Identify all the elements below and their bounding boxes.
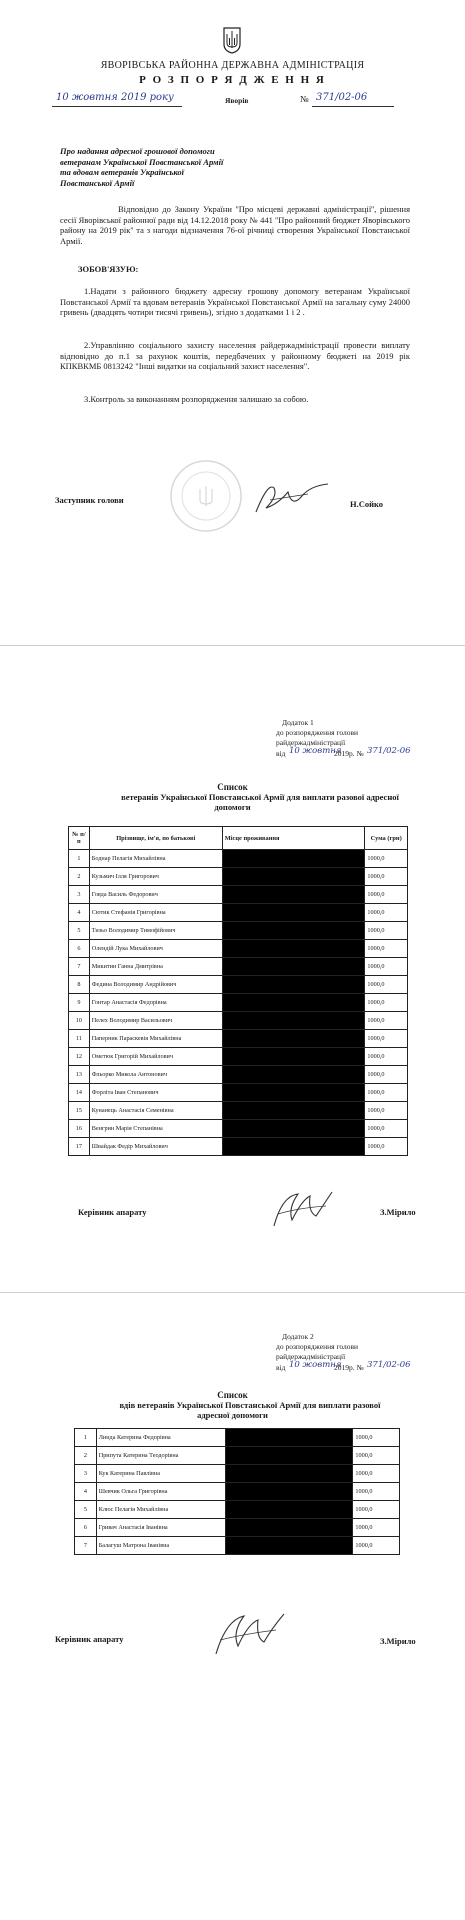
row-amount: 1000,0 xyxy=(353,1501,400,1519)
page-separator xyxy=(0,1292,465,1293)
row-number: 9 xyxy=(69,994,90,1012)
row-amount: 1000,0 xyxy=(353,1465,400,1483)
order-subject: Про надання адресної грошової допомоги ветеранам Української Повстанської Армії та вдовам ветеранів Української Повстанської Армії xyxy=(60,146,224,188)
row-number: 10 xyxy=(69,1012,90,1030)
redacted-address xyxy=(222,1030,365,1048)
col-name-header: Прізвище, ім'я, по батькові xyxy=(89,827,222,850)
redacted-address xyxy=(222,886,365,904)
redacted-address xyxy=(226,1465,353,1483)
row-full-name: Гонтар Анастасія Федорівна xyxy=(89,994,222,1012)
row-full-name: Фльорко Микола Антонович xyxy=(89,1066,222,1084)
row-amount: 1000,0 xyxy=(353,1447,400,1465)
row-full-name: Олендій Лука Михайлович xyxy=(89,940,222,958)
order-number-prefix: № xyxy=(300,94,309,104)
annex1-line3: райдержадміністрації xyxy=(276,738,346,747)
page-separator xyxy=(0,645,465,646)
order-number-underline xyxy=(312,106,394,107)
row-number: 7 xyxy=(75,1537,97,1555)
row-full-name: Клюс Пелагія Михайлівна xyxy=(96,1501,225,1519)
redacted-address xyxy=(222,1120,365,1138)
row-number: 11 xyxy=(69,1030,90,1048)
row-amount: 1000,0 xyxy=(365,1102,408,1120)
row-number: 8 xyxy=(69,976,90,994)
row-amount: 1000,0 xyxy=(365,994,408,1012)
annex2-line2: до розпорядження голови xyxy=(276,1342,359,1351)
annex2-subtitle-2: адресної допомоги xyxy=(197,1410,268,1420)
annex1-subtitle: ветеранів Української Повстанської Армії для виплати разової адресної xyxy=(121,792,399,802)
redacted-address xyxy=(226,1537,353,1555)
table-row xyxy=(75,1447,400,1465)
table-row xyxy=(69,1066,408,1084)
table-row xyxy=(69,868,408,886)
row-full-name: Припута Катерина Теодорівна xyxy=(96,1447,225,1465)
row-number: 6 xyxy=(75,1519,97,1537)
row-full-name: Сютик Стефанія Григорівна xyxy=(89,904,222,922)
row-amount: 1000,0 xyxy=(365,1138,408,1156)
row-number: 4 xyxy=(69,904,90,922)
row-full-name: Гривач Анастасія Іванівна xyxy=(96,1519,225,1537)
page-annex-2 xyxy=(0,1296,465,1920)
veterans-table xyxy=(68,826,408,1156)
table-row xyxy=(69,976,408,994)
redacted-address xyxy=(222,1084,365,1102)
annex1-signer-name: З.Мірило xyxy=(380,1207,416,1217)
row-amount: 1000,0 xyxy=(365,904,408,922)
row-amount: 1000,0 xyxy=(365,850,408,868)
table-row xyxy=(69,1138,408,1156)
row-number: 5 xyxy=(69,922,90,940)
redacted-address xyxy=(222,850,365,868)
row-full-name: Венгрин Марія Степанівна xyxy=(89,1120,222,1138)
annex1-line2: до розпорядження голови xyxy=(276,728,359,737)
row-number: 3 xyxy=(75,1465,97,1483)
row-number: 13 xyxy=(69,1066,90,1084)
col-place-header: Місце проживання xyxy=(222,827,365,850)
row-amount: 1000,0 xyxy=(365,1084,408,1102)
redacted-address xyxy=(222,958,365,976)
redacted-address xyxy=(226,1501,353,1519)
row-full-name: Линда Катерина Федорівна xyxy=(96,1429,225,1447)
table-row xyxy=(69,994,408,1012)
annex1-title: Список xyxy=(217,782,248,792)
administration-name: ЯВОРІВСЬКА РАЙОННА ДЕРЖАВНА АДМІНІСТРАЦІЯ xyxy=(100,60,365,71)
page-annex-1 xyxy=(0,648,465,1288)
redacted-address xyxy=(222,994,365,1012)
annex1-number: 371/02-06 xyxy=(367,746,411,756)
row-number: 12 xyxy=(69,1048,90,1066)
widows-table xyxy=(74,1428,400,1555)
row-full-name: Швайдак Федір Михайлович xyxy=(89,1138,222,1156)
redacted-address xyxy=(226,1429,353,1447)
row-amount: 1000,0 xyxy=(365,940,408,958)
col-number-header: № п/п xyxy=(69,827,90,850)
annex1-subtitle-2: допомоги xyxy=(214,802,251,812)
redacted-address xyxy=(222,1048,365,1066)
row-number: 3 xyxy=(69,886,90,904)
redacted-address xyxy=(226,1447,353,1465)
row-full-name: Кук Катерина Павлівна xyxy=(96,1465,225,1483)
row-amount: 1000,0 xyxy=(353,1537,400,1555)
annex1-signature-icon xyxy=(268,1186,338,1230)
table-row xyxy=(69,1084,408,1102)
redacted-address xyxy=(222,1102,365,1120)
annex2-number: 371/02-06 xyxy=(367,1360,411,1370)
page-order xyxy=(0,0,465,640)
annex2-signer-title: Керівник апарату xyxy=(55,1634,124,1644)
annex2-signer-name: З.Мірило xyxy=(380,1636,416,1646)
annex2-line3: райдержадміністрації xyxy=(276,1352,346,1361)
row-amount: 1000,0 xyxy=(365,1120,408,1138)
row-number: 5 xyxy=(75,1501,97,1519)
table-row xyxy=(69,850,408,868)
row-number: 2 xyxy=(75,1447,97,1465)
redacted-address xyxy=(222,976,365,994)
table-row xyxy=(69,1030,408,1048)
coat-of-arms-icon xyxy=(222,26,242,54)
row-amount: 1000,0 xyxy=(365,1030,408,1048)
row-number: 7 xyxy=(69,958,90,976)
table-row xyxy=(75,1501,400,1519)
row-full-name: Паперник Параскевія Михайлівна xyxy=(89,1030,222,1048)
annex2-year: 2019р. № xyxy=(334,1363,364,1372)
signature-icon xyxy=(248,478,338,520)
row-number: 15 xyxy=(69,1102,90,1120)
row-full-name: Форліта Іван Степанович xyxy=(89,1084,222,1102)
row-amount: 1000,0 xyxy=(365,886,408,904)
row-full-name: Говда Василь Федорович xyxy=(89,886,222,904)
col-sum-header: Сума (грн) xyxy=(365,827,408,850)
redacted-address xyxy=(222,940,365,958)
redacted-address xyxy=(222,904,365,922)
annex1-date-prefix: від xyxy=(276,749,286,758)
table-row xyxy=(75,1429,400,1447)
row-number: 4 xyxy=(75,1483,97,1501)
row-full-name: Микитин Ганна Дмитрівна xyxy=(89,958,222,976)
order-item-3: 3.Контроль за виконанням розпорядження залишаю за собою. xyxy=(84,394,309,404)
row-amount: 1000,0 xyxy=(353,1429,400,1447)
row-amount: 1000,0 xyxy=(353,1519,400,1537)
row-full-name: Балагуш Матрона Іванівна xyxy=(96,1537,225,1555)
order-preamble: Відповідно до Закону України ''Про місцеві державні адміністрації'', рішення сесії Яворівської районної ради від 14.12.2018 року № 441 ''Про районний бюджет Яворівського району на 2019 рік'' та з нагоди відзначення 76-ої річниці створення Української Повстанської Армії. xyxy=(60,204,410,246)
row-amount: 1000,0 xyxy=(353,1483,400,1501)
annex1-year: 2019р. № xyxy=(334,749,364,758)
order-date-underline xyxy=(52,106,182,107)
oblige-heading: ЗОБОВ'ЯЗУЮ: xyxy=(78,264,139,274)
redacted-address xyxy=(222,1012,365,1030)
row-amount: 1000,0 xyxy=(365,976,408,994)
row-number: 17 xyxy=(69,1138,90,1156)
redacted-address xyxy=(222,922,365,940)
order-item-2: 2.Управлінню соціального захисту населення райдержадміністрації провести виплату відповідно до п.1 за рахунок коштів, передбачених у районному бюджеті на 2019 рік КПКВКМБ 0813242 "Інші видатки на соціальний захист населення". xyxy=(60,340,410,371)
signer-name: Н.Сойко xyxy=(350,499,384,509)
table-row xyxy=(75,1465,400,1483)
annex2-date: 10 жовтня xyxy=(289,1360,342,1370)
signer-title: Заступник голови xyxy=(55,495,124,505)
row-full-name: Тизьо Володимир Тимофійович xyxy=(89,922,222,940)
table-row xyxy=(75,1483,400,1501)
row-amount: 1000,0 xyxy=(365,868,408,886)
row-number: 14 xyxy=(69,1084,90,1102)
order-date: 10 жовтня 2019 року xyxy=(56,92,174,103)
row-amount: 1000,0 xyxy=(365,1012,408,1030)
table-header-row xyxy=(69,827,408,850)
order-item-1: 1.Надати з районного бюджету адресну грошову допомогу ветеранам Української Повстанської Армії та вдовам ветеранів Української Повстанської Армії на загальну суму 24000 гривень (двадцять чотири тисячі гривень), згідно з додатками 1 і 2 . xyxy=(60,286,410,317)
table-row xyxy=(69,1012,408,1030)
official-stamp-icon xyxy=(168,458,244,534)
row-amount: 1000,0 xyxy=(365,922,408,940)
annex2-subtitle: вдів ветеранів Української Повстанської Армії для виплати разової xyxy=(119,1400,381,1410)
row-amount: 1000,0 xyxy=(365,958,408,976)
row-number: 2 xyxy=(69,868,90,886)
table-row xyxy=(69,1048,408,1066)
annex2-date-prefix: від xyxy=(276,1363,286,1372)
row-number: 1 xyxy=(75,1429,97,1447)
row-full-name: Пелех Володимир Васильович xyxy=(89,1012,222,1030)
annex2-signature-icon xyxy=(210,1608,290,1658)
annex1-signer-title: Керівник апарату xyxy=(78,1207,147,1217)
order-city: Яворів xyxy=(225,96,249,105)
table-row xyxy=(75,1519,400,1537)
row-full-name: Кузьмич Ілля Григорович xyxy=(89,868,222,886)
order-number: 371/02-06 xyxy=(316,92,368,103)
document-type: Р О З П О Р Я Д Ж Е Н Н Я xyxy=(139,74,326,86)
table-row xyxy=(69,958,408,976)
table-row xyxy=(69,1102,408,1120)
row-amount: 1000,0 xyxy=(365,1066,408,1084)
annex1-date: 10 жовтня xyxy=(289,746,342,756)
row-full-name: Федина Володимир Андрійович xyxy=(89,976,222,994)
row-full-name: Кунанець Анастасія Семенівна xyxy=(89,1102,222,1120)
row-number: 16 xyxy=(69,1120,90,1138)
table-row xyxy=(75,1537,400,1555)
row-full-name: Боднар Пелагія Михайлівна xyxy=(89,850,222,868)
redacted-address xyxy=(222,1066,365,1084)
table-row xyxy=(69,1120,408,1138)
row-number: 1 xyxy=(69,850,90,868)
redacted-address xyxy=(222,1138,365,1156)
redacted-address xyxy=(226,1519,353,1537)
row-number: 6 xyxy=(69,940,90,958)
annex2-title: Список xyxy=(217,1390,248,1400)
table-row xyxy=(69,904,408,922)
annex2-label: Додаток 2 xyxy=(282,1332,314,1341)
table-row xyxy=(69,940,408,958)
row-amount: 1000,0 xyxy=(365,1048,408,1066)
table-row xyxy=(69,886,408,904)
row-full-name: Ометюк Григорій Михайлович xyxy=(89,1048,222,1066)
table-row xyxy=(69,922,408,940)
row-full-name: Шевчик Ольга Григорівна xyxy=(96,1483,225,1501)
redacted-address xyxy=(222,868,365,886)
redacted-address xyxy=(226,1483,353,1501)
annex1-label: Додаток 1 xyxy=(282,718,314,727)
